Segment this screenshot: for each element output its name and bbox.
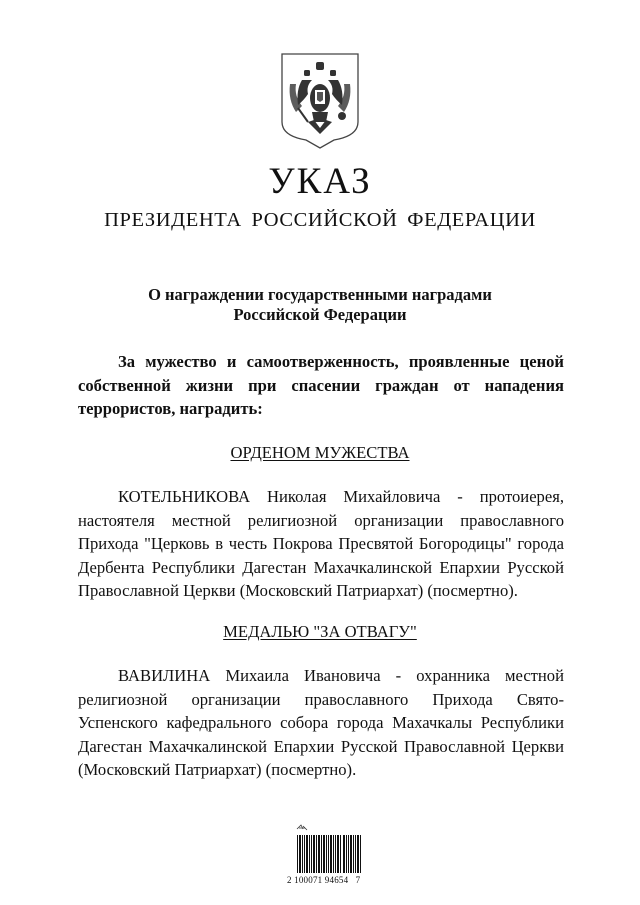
award-title-medal-for-bravery: МЕДАЛЬЮ "ЗА ОТВАГУ" xyxy=(223,622,417,641)
recipient-paragraph-2 xyxy=(78,664,564,782)
award-title-order-of-courage: ОРДЕНОМ МУЖЕСТВА xyxy=(230,443,410,462)
recipient-name: КОТЕЛЬНИКОВА xyxy=(118,487,251,506)
recipient-details: Михаила Ивановича - охранника местной религиозной организации православного Прихода Свято-Успенского кафедрального собора города Махачкалы Республики Дагестан Махачкалинской Епархии Русской Православной Церкви (Московский Патриархат) (посмертно). xyxy=(78,666,564,779)
recipient-name: ВАВИЛИНА xyxy=(118,666,211,685)
decree-heading xyxy=(0,285,640,325)
document-subtitle: ПРЕЗИДЕНТА РОССИЙСКОЙ ФЕДЕРАЦИИ xyxy=(104,209,536,231)
recipient-details: Николая Михайловича - протоиерея, настоятеля местной религиозной организации православного Прихода "Церковь в честь Покрова Пресвятой Богородицы" города Дербента Республики Дагестан Махачкалинской Епархии Русской Православной Церкви (Московский Патриархат) (посмертно). xyxy=(78,487,564,600)
barcode-icon xyxy=(293,823,373,880)
document-title: УКАЗ xyxy=(268,161,372,202)
barcode-number: 2 100071 94654 7 xyxy=(287,875,361,885)
recipient-paragraph-1 xyxy=(78,485,564,603)
preamble-paragraph: За мужество и самоотверженность, проявленные ценой собственной жизни при спасении граждан от нападения террористов, наградить: xyxy=(78,352,564,418)
coat-of-arms-icon xyxy=(278,50,362,150)
decree-heading-line-1: О награждении государственными наградами xyxy=(148,285,492,304)
decree-heading-line-2: Российской Федерации xyxy=(233,305,407,324)
